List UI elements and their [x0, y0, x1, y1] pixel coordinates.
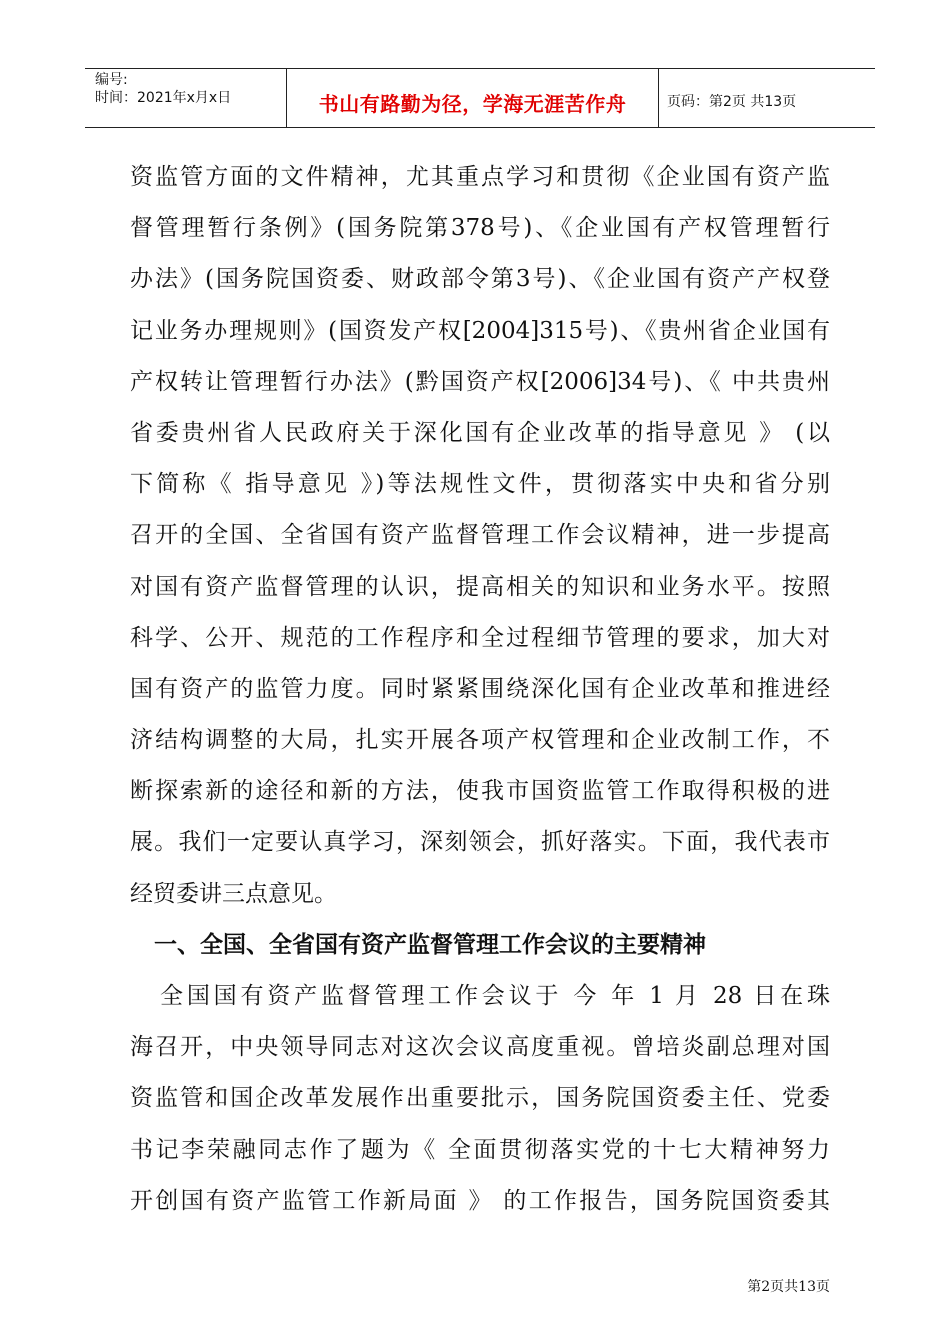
body-line: 办法》(国务院国资委、财政部令第3号)、《企业国有资产产权登	[130, 266, 830, 293]
body-line: 省委贵州省人民政府关于深化国有企业改革的指导意见 》 (以	[130, 419, 830, 446]
section-line: 海召开，中央领导同志对这次会议高度重视。曾培炎副总理对国	[130, 1034, 830, 1061]
section-line: 开创国有资产监管工作新局面 》 的工作报告，国务院国资委其	[130, 1187, 830, 1214]
body-line: 资监管方面的文件精神，尤其重点学习和贯彻《企业国有资产监	[130, 164, 830, 190]
page-header	[85, 68, 875, 128]
body-line: 记业务办理规则》(国资发产权[2004]315号)、《贵州省企业国有	[130, 317, 830, 344]
body-line: 济结构调整的大局，扎实开展各项产权管理和企业改制工作，不	[130, 727, 830, 754]
section-line: 全国国有资产监督管理工作会议于 今 年 1 月 28 日在珠	[160, 983, 830, 1009]
body-line: 对国有资产监督管理的认识，提高相关的知识和业务水平。按照	[130, 573, 830, 600]
body-line: 经贸委讲三点意见。	[130, 880, 337, 907]
header-meta	[85, 69, 287, 127]
body-line: 断探索新的途径和新的方法，使我市国资监管工作取得积极的进	[130, 778, 830, 805]
header-motto: 书山有路勤为径，学海无涯苦作舟	[318, 91, 627, 116]
header-motto-cell	[287, 69, 659, 127]
section-heading: 一、全国、全省国有资产监督管理工作会议的主要精神	[154, 931, 706, 958]
body-line: 下简称《 指导意见 》)等法规性文件，贯彻落实中央和省分别	[130, 471, 830, 498]
header-page-cell	[659, 69, 875, 127]
body-line: 产权转让管理暂行办法》(黔国资产权[2006]34号)、《 中共贵州	[130, 368, 830, 395]
section-line: 书记李荣融同志作了题为《 全面贯彻落实党的十七大精神努力	[130, 1136, 830, 1163]
body-line: 督管理暂行条例》(国务院第378号)、《企业国有产权管理暂行	[130, 215, 830, 242]
header-page-info: 页码：第2页 共13页	[667, 94, 797, 110]
page-footer: 第2页共13页	[747, 1279, 830, 1295]
body-line: 国有资产的监管力度。同时紧紧围绕深化国有企业改革和推进经	[130, 675, 830, 702]
header-number: 编号:	[95, 72, 128, 88]
header-time: 时间：2021年x月x日	[95, 90, 232, 106]
document-body	[130, 152, 830, 1227]
body-line: 展。我们一定要认真学习，深刻领会，抓好落实。下面，我代表市	[130, 829, 830, 856]
body-line: 召开的全国、全省国有资产监督管理工作会议精神，进一步提高	[130, 522, 830, 549]
section-line: 资监管和国企改革发展作出重要批示，国务院国资委主任、党委	[130, 1085, 830, 1112]
body-line: 科学、公开、规范的工作程序和全过程细节管理的要求，加大对	[130, 624, 830, 651]
